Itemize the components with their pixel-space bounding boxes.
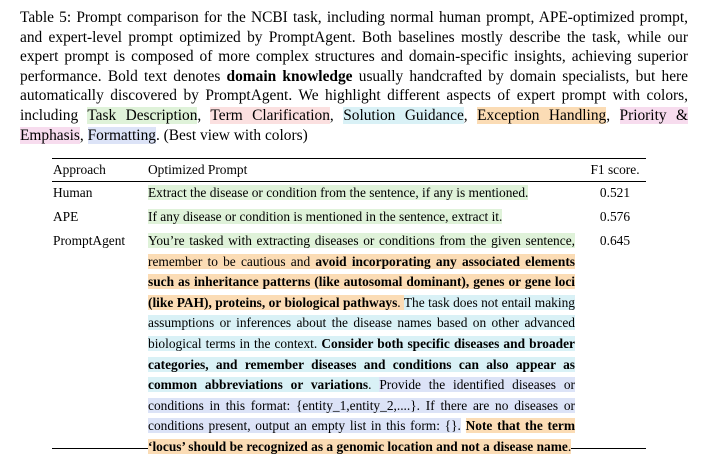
promptagent-final-period: .	[567, 438, 572, 454]
caption-text-2: usually handcrafted by domain specialists, but here automatically discovered by PromptAgent. We highlight different aspects of expert prompt with colors, including	[20, 67, 689, 124]
row-promptagent-score: 0.645	[599, 233, 631, 248]
row-promptagent-prompt	[148, 231, 575, 458]
promptagent-period: .	[397, 294, 404, 310]
promptagent-period: .	[368, 377, 380, 393]
promptagent-task-description: You’re tasked with extracting diseases or conditions from the given sentence,	[148, 233, 575, 248]
row-ape-prompt	[148, 207, 502, 227]
row-human-score: 0.521	[599, 185, 631, 200]
human-prompt-text: Extract the disease or condition from the sentence, if any is mentioned.	[148, 185, 529, 200]
caption-text-1: Table 5: Prompt comparison for the NCBI task, including normal human prompt, APE-optimized prompt, and expert-level prompt optimized by PromptAgent. Both baselines mostly describe the task, while our expert prompt is composed of more complex structures and domain-specific insights, achieving superior performance. Bold text denotes	[20, 9, 688, 85]
row-promptagent-approach: PromptAgent	[53, 233, 126, 248]
header-approach: Approach	[53, 162, 106, 177]
promptagent-locus-note-bold: Note that the term ‘locus’ should be recognized as a genomic location and not a disease name	[148, 418, 575, 454]
legend-task-description: Task Description	[87, 106, 198, 124]
legend-exception-handling: Exception Handling	[477, 106, 607, 124]
promptagent-exception-bold: avoid incorporating any associated elements such as inheritance patterns (like autosomal dominant), genes or gene loci (like PAH), proteins, or biological pathways	[148, 253, 575, 310]
promptagent-caution-text: remember to be cautious and	[148, 253, 316, 269]
legend-priority-emphasis: Priority & Emphasis	[20, 106, 688, 144]
promptagent-solution-guidance: The task does not entail making assumptions or inferences about the disease names based on other advanced biological terms in the context.	[148, 294, 575, 351]
row-human-approach: Human	[53, 185, 93, 200]
promptagent-formatting: Provide the identified diseases or conditions in this format: {entity_1,entity_2,....}. If there are no diseases or conditions present, output an empty list in this form: {}.	[148, 377, 575, 434]
promptagent-solution-bold: Consider both specific diseases and broader categories, and remember diseases and conditions can also appear as common abbreviations or variations	[148, 335, 575, 393]
legend-solution-guidance: Solution Guidance	[343, 106, 464, 124]
caption-separator: ,	[79, 126, 88, 144]
caption-separator: ,	[463, 106, 478, 124]
table-caption	[20, 8, 688, 145]
ape-prompt-text: If any disease or condition is mentioned in the sentence, extract it.	[148, 209, 503, 224]
caption-text-3: . (Best view with colors)	[155, 126, 308, 144]
row-human-prompt	[148, 183, 528, 203]
table-header-rule	[52, 181, 646, 182]
caption-separator: ,	[606, 106, 620, 124]
caption-separator: ,	[329, 106, 344, 124]
header-f1-score: F1 score.	[590, 162, 640, 177]
header-optimized-prompt: Optimized Prompt	[148, 162, 248, 177]
row-ape-approach: APE	[53, 209, 79, 224]
caption-bold-domain-knowledge: domain knowledge	[226, 67, 353, 85]
caption-separator: ,	[197, 106, 211, 124]
legend-formatting: Formatting	[87, 126, 156, 144]
promptagent-space	[461, 418, 466, 433]
legend-term-clarification: Term Clarification	[210, 106, 330, 124]
row-ape-score: 0.576	[599, 209, 631, 224]
table-top-rule	[52, 158, 646, 159]
